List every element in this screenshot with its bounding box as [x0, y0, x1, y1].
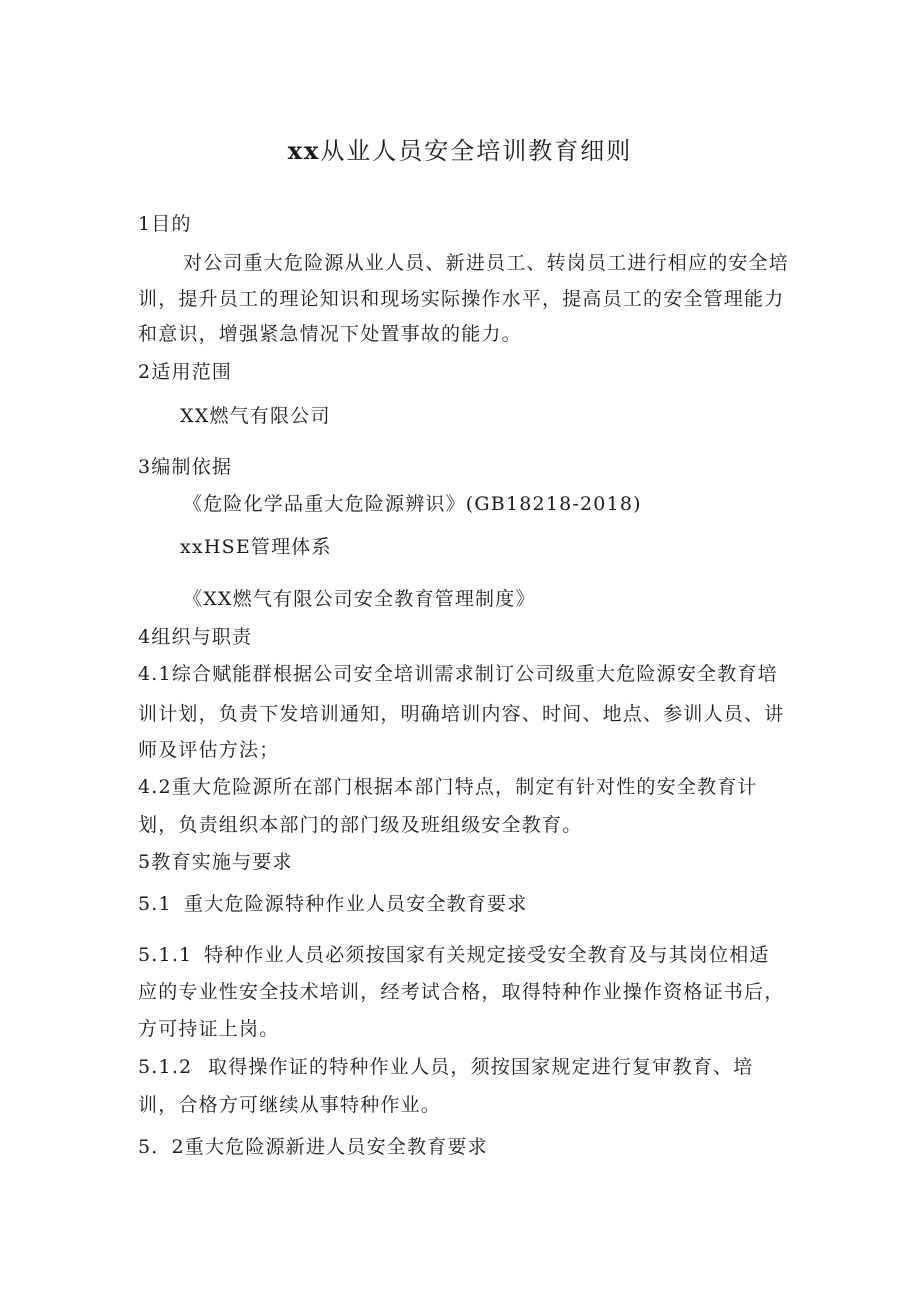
clause-5-1-1-text: 特种作业人员必须按国家有关规定接受安全教育及与其岗位相适 [204, 944, 770, 966]
reference-item-2: xxHSE管理体系 [180, 536, 332, 558]
clause-4-1-line-1: 4.1综合赋能群根据公司安全培训需求制订公司级重大危险源安全教育培 [138, 663, 778, 685]
section-4-heading: 4组织与职责 [138, 626, 253, 648]
section-1-paragraph-line-2: 训，提升员工的理论知识和现场实际操作水平，提高员工的安全管理能力 [138, 288, 785, 310]
section-2-text: XX燃气有限公司 [180, 405, 331, 427]
subsection-5-2-heading: 5．2重大危险源新进人员安全教育要求 [138, 1136, 488, 1158]
section-1-heading: 1目的 [138, 213, 192, 235]
reference-item-3: 《XX燃气有限公司安全教育管理制度》 [183, 588, 536, 610]
section-2-heading: 2适用范围 [138, 361, 233, 383]
clause-5-1-1-number: 5.1.1 [138, 944, 193, 966]
title-prefix: xx [287, 136, 321, 165]
clause-4-2-line-1: 4.2重大危险源所在部门根据本部门特点，制定有针对性的安全教育计 [138, 776, 758, 798]
subsection-5-1-title: 重大危险源特种作业人员安全教育要求 [184, 893, 528, 915]
section-1-paragraph-line-3: 和意识，增强紧急情况下处置事故的能力。 [138, 323, 522, 345]
title-text: 从业人员安全培训教育细则 [320, 137, 633, 165]
clause-5-1-2-text: 取得操作证的特种作业人员，须按国家规定进行复审教育、培 [208, 1056, 754, 1078]
section-3-heading: 3编制依据 [138, 456, 233, 478]
subsection-5-1-heading [138, 892, 527, 916]
clause-5-1-2-line-2: 训，合格方可继续从事特种作业。 [138, 1094, 442, 1116]
reference-item-1: 《危险化学品重大危险源辨识》(GB18218-2018) [183, 493, 642, 515]
section-5-heading: 5教育实施与要求 [138, 851, 293, 873]
clause-5-1-1-line-1 [138, 943, 770, 967]
clause-4-1-line-2: 训计划，负责下发培训通知，明确培训内容、时间、地点、参训人员、讲 [138, 703, 785, 725]
clause-4-2-line-2: 划，负责组织本部门的部门级及班组级安全教育。 [138, 814, 583, 836]
clause-4-1-line-3: 师及评估方法； [138, 739, 280, 761]
clause-5-1-1-line-2: 应的专业性安全技术培训，经考试合格，取得特种作业操作资格证书后， [138, 981, 785, 1003]
clause-5-1-2-line-1 [138, 1055, 753, 1079]
document-title [0, 136, 920, 166]
section-1-paragraph-line-1: 对公司重大危险源从业人员、新进员工、转岗员工进行相应的安全培 [183, 252, 790, 274]
clause-5-1-2-number: 5.1.2 [138, 1056, 193, 1078]
clause-5-1-1-line-3: 方可持证上岗。 [138, 1018, 280, 1040]
subsection-5-1-number: 5.1 [138, 893, 172, 915]
